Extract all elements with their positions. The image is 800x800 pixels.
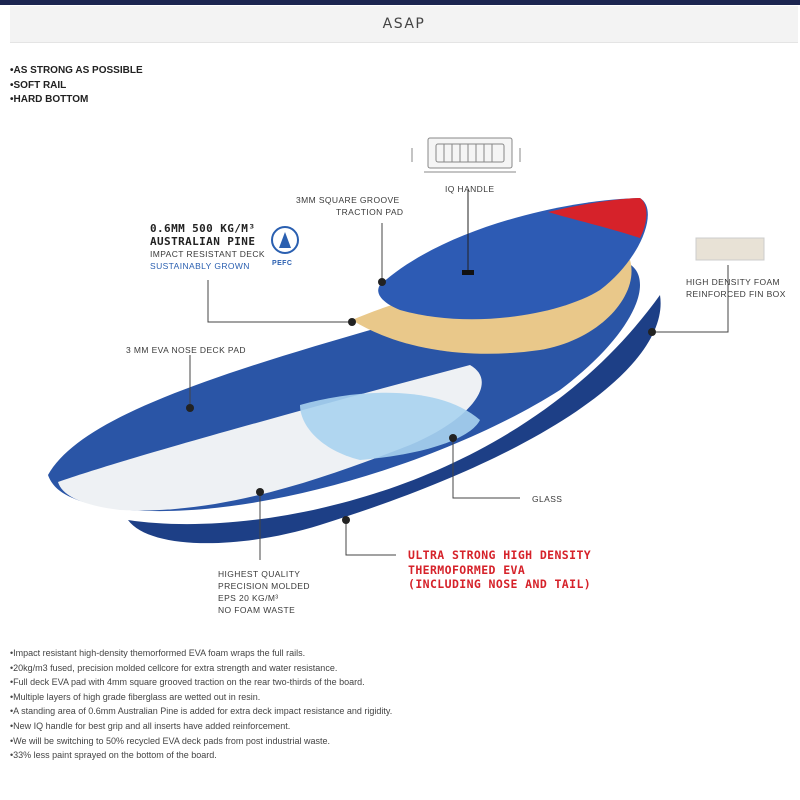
feature-item: • HARD BOTTOM [10,93,143,108]
pefc-logo [272,227,298,253]
board-construction-diagram [0,120,800,620]
traction-pad-label: 3MM SQUARE GROOVE TRACTION PAD [296,195,404,217]
list-item: • 20kg/m3 fused, precision molded cellcore for extra strength and water resistance. [10,661,392,676]
iq-handle-drawing [412,138,520,172]
list-item: • A standing area of 0.6mm Australian Pine is added for extra deck impact resistance and rigidity. [10,704,392,719]
page-title: ASAP [10,6,798,43]
top-accent-bar [0,0,800,5]
list-item: • Full deck EVA pad with 4mm square grooved traction on the rear two-thirds of the board. [10,675,392,690]
list-item: • Multiple layers of high grade fiberglass are wetted out in resin. [10,690,392,705]
list-item: • New IQ handle for best grip and all inserts have added reinforcement. [10,719,392,734]
list-item: • We will be switching to 50% recycled EVA deck pads from post industrial waste. [10,734,392,749]
handle-mark [462,270,474,275]
pefc-label: PEFC [272,260,293,267]
feature-item: • AS STRONG AS POSSIBLE [10,64,143,79]
pine-label-group: 0.6MM 500 KG/M³ AUSTRALIAN PINE IMPACT RESISTANT DECK SUSTAINABLY GROWN [150,222,265,271]
glass-label: GLASS [532,494,563,504]
iq-handle-label: IQ HANDLE [445,184,495,194]
list-item: • Impact resistant high-density themorformed EVA foam wraps the full rails. [10,646,392,661]
list-item: • 33% less paint sprayed on the bottom of the board. [10,748,392,763]
feature-list [10,64,143,108]
fin-box-thumbnail [696,238,764,260]
details-list [10,646,392,763]
eps-core-label: HIGHEST QUALITY PRECISION MOLDED EPS 20 KG/M³ NO FOAM WASTE [218,569,310,615]
nose-deck-pad-label: 3 MM EVA NOSE DECK PAD [126,345,246,355]
eva-label: ULTRA STRONG HIGH DENSITY THERMOFORMED EVA (INCLUDING NOSE AND TAIL) [408,548,592,591]
feature-item: • SOFT RAIL [10,79,143,94]
fin-box-label: HIGH DENSITY FOAM REINFORCED FIN BOX [686,277,786,299]
